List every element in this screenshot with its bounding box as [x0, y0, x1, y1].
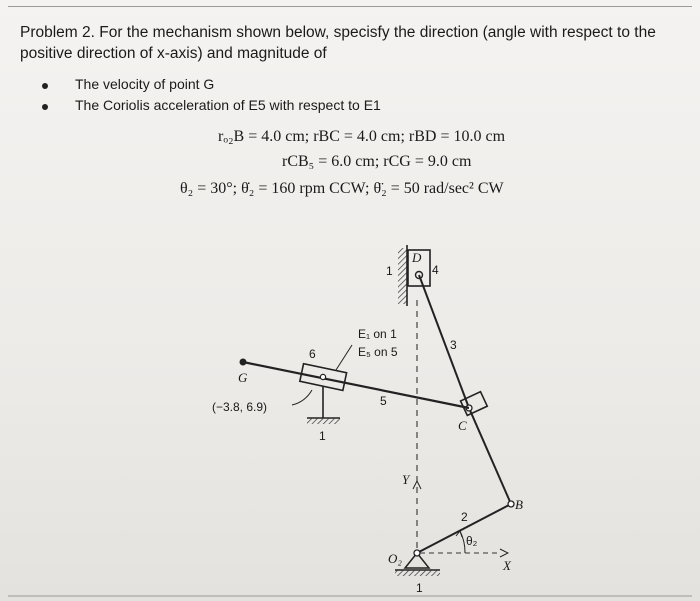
label-X: X	[503, 558, 511, 573]
e-pointer	[336, 345, 352, 370]
link-3	[419, 275, 469, 408]
label-ground-1-left: 1	[319, 429, 326, 443]
label-ground-1-bottom: 1	[416, 581, 423, 595]
label-G: G	[238, 370, 248, 385]
label-D: D	[412, 250, 422, 265]
label-ground-1-top: 1	[386, 264, 393, 278]
label-link-6: 6	[309, 347, 316, 361]
label-B: B	[515, 497, 523, 512]
bullet-text: The Coriolis acceleration of E5 with respect to E1	[75, 97, 381, 113]
x-arrow-icon	[500, 549, 508, 557]
label-theta2: θ₂	[466, 534, 478, 548]
label-link-5: 5	[380, 394, 387, 408]
given-line-1: rₒ₂B = 4.0 cm; rBC = 4.0 cm; rBD = 10.0 cm	[218, 128, 506, 145]
ground-wall-hatch	[398, 248, 407, 304]
label-O2: O₂	[388, 551, 402, 566]
given-line-3: θ₂ = 30°; θ̇₂ = 160 rpm CCW; θ̈₂ = 50 rad/sec² CW	[180, 180, 504, 197]
ground-6-hatch	[307, 418, 340, 424]
label-coordinates: (−3.8, 6.9)	[212, 400, 268, 414]
bullet-text: The velocity of point G	[75, 76, 215, 92]
given-line-2: rCB₅ = 6.0 cm; rCG = 9.0 cm	[282, 153, 472, 170]
link-3-lower	[469, 408, 511, 504]
pin-B-icon	[508, 501, 514, 507]
problem-statement: Problem 2. For the mechanism shown below, specisfy the direction (angle with respect to the positive direction of x-axis) and magnitude of	[20, 24, 656, 62]
label-link-3: 3	[450, 338, 457, 352]
pin-O2-icon	[414, 550, 420, 556]
point-G-icon	[240, 359, 247, 366]
coord-pointer	[292, 390, 312, 405]
label-link-2: 2	[461, 510, 468, 524]
label-E1: E₁ on 1	[358, 327, 397, 341]
label-Y: Y	[402, 472, 410, 487]
label-link-4: 4	[432, 263, 439, 277]
pin-E-icon	[320, 374, 325, 379]
label-E5: E₅ on 5	[358, 345, 398, 359]
label-C: C	[458, 418, 467, 433]
ground-O2-hatch	[395, 570, 440, 576]
link-5	[243, 362, 469, 408]
